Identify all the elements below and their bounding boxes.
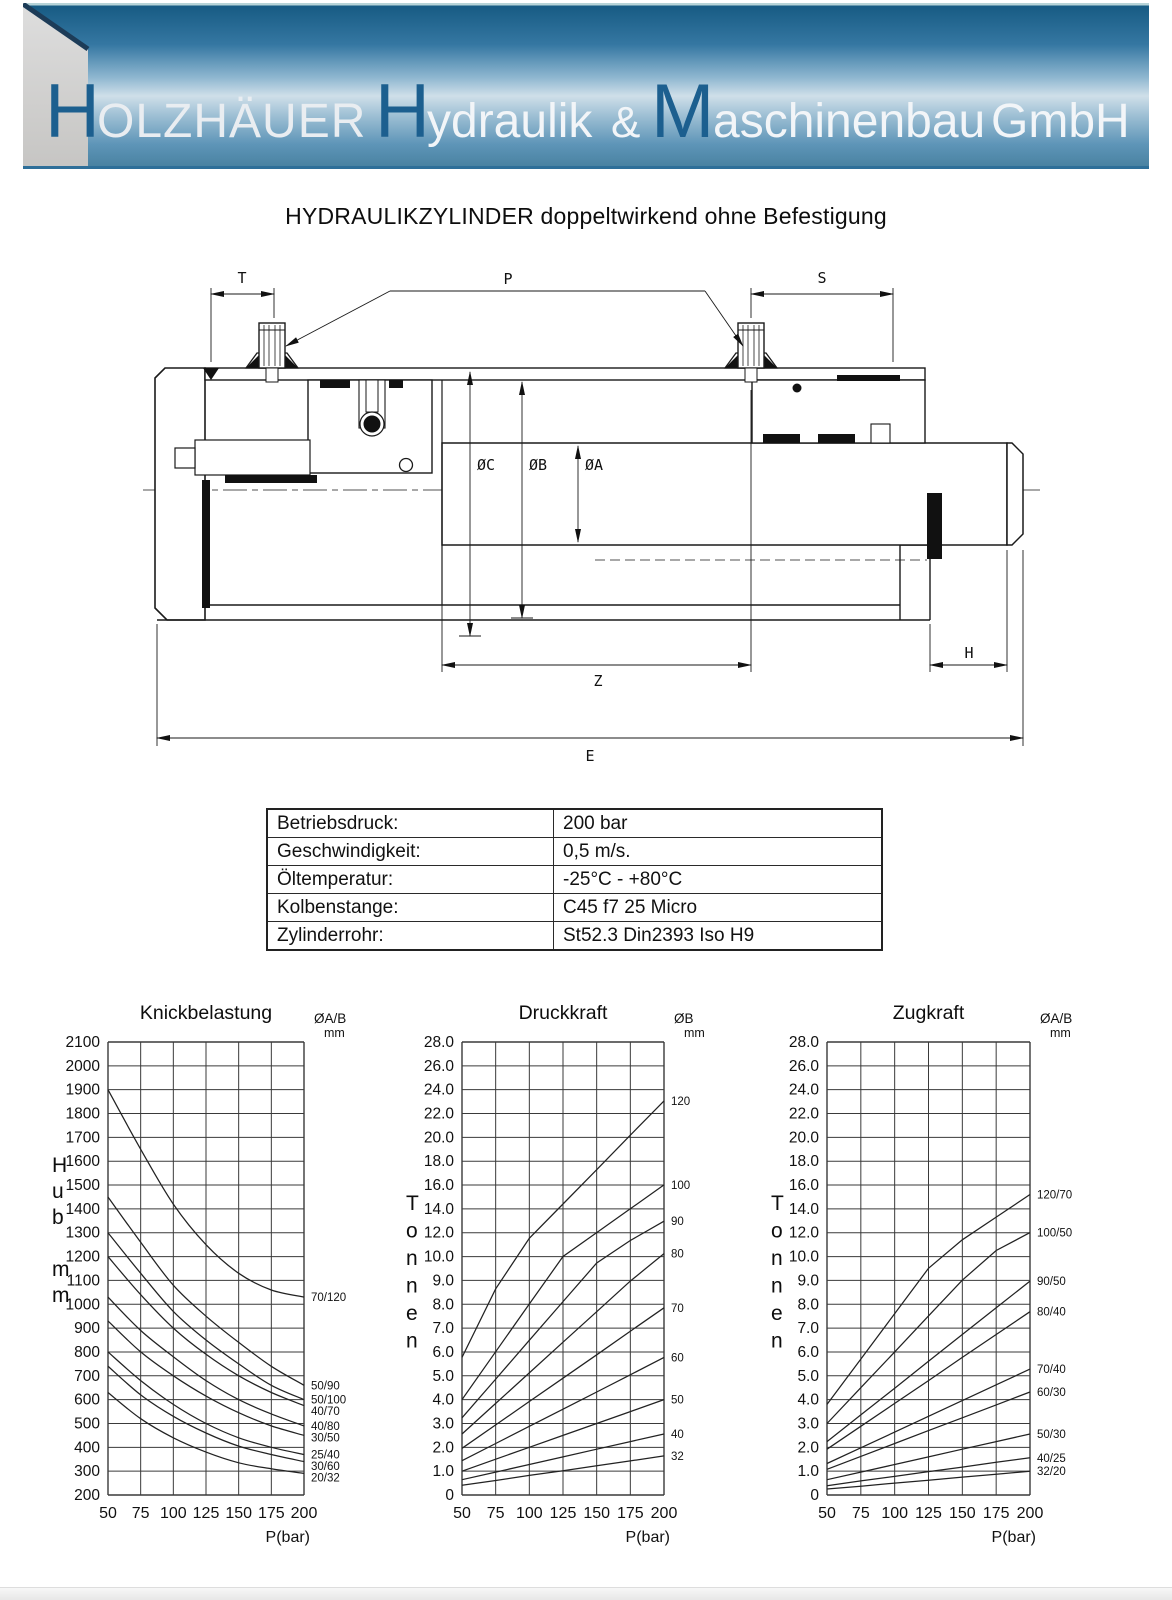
y-tick-label: 24.0	[788, 1081, 819, 1099]
y-tick-label: 20.0	[423, 1129, 454, 1147]
x-axis-label: P(bar)	[265, 1529, 310, 1546]
end-cap	[155, 368, 205, 620]
y-axis-label-char: o	[771, 1219, 783, 1243]
y-axis-label-char: b	[52, 1206, 64, 1229]
y-tick-label: 2.0	[432, 1439, 454, 1457]
y-axis-label-char: e	[406, 1302, 418, 1325]
y-tick-label: 6.0	[432, 1343, 454, 1361]
chart-druckkraft	[392, 995, 772, 1555]
y-tick-label: 16.0	[423, 1177, 454, 1195]
series-label: 90/50	[1037, 1276, 1066, 1289]
spec-label: Geschwindigkeit:	[267, 838, 554, 866]
series-label: 50/90	[311, 1380, 340, 1393]
series-label: 25/40	[311, 1449, 340, 1462]
series-label: 50/100	[311, 1394, 347, 1407]
spec-row	[267, 866, 882, 894]
y-tick-label: 5.0	[432, 1367, 454, 1385]
series-label: 70/40	[1037, 1364, 1066, 1377]
gland-seal-2	[818, 434, 855, 443]
y-tick-label: 7.0	[797, 1320, 819, 1338]
x-tick-label: 200	[650, 1505, 678, 1522]
banner-bottom-edge	[23, 166, 1149, 169]
y-tick-label: 200	[74, 1487, 100, 1504]
y-tick-label: 1700	[65, 1129, 100, 1147]
y-axis-label-char: H	[52, 1154, 68, 1177]
x-tick-label: 75	[851, 1505, 870, 1522]
x-tick-label: 150	[583, 1505, 611, 1522]
x-tick-label: 200	[290, 1505, 318, 1522]
series-label: 60/30	[1037, 1387, 1066, 1400]
y-tick-label: 12.0	[788, 1224, 819, 1242]
x-axis-label: P(bar)	[991, 1529, 1036, 1546]
series-label: 32/20	[1037, 1466, 1066, 1479]
spec-row	[267, 809, 882, 838]
legend-title-unit: mm	[1050, 1026, 1071, 1040]
series-label: 32	[671, 1450, 684, 1463]
series-label: 40/80	[311, 1420, 340, 1433]
logo-initial-3: M	[651, 69, 715, 154]
y-axis-label-char: n	[771, 1247, 783, 1270]
y-tick-label: 8.0	[797, 1296, 819, 1314]
dim-label-e: E	[585, 747, 595, 765]
y-tick-label: 3.0	[797, 1415, 819, 1433]
cylinder-drawing	[140, 258, 1045, 785]
x-tick-label: 150	[948, 1505, 976, 1522]
y-tick-label: 14.0	[423, 1200, 454, 1218]
chart-zugkraft	[757, 995, 1137, 1555]
x-tick-label: 75	[486, 1505, 505, 1522]
gland-dot	[793, 384, 802, 393]
spec-row	[267, 838, 882, 866]
spec-value: St52.3 Din2393 Iso H9	[554, 922, 883, 951]
chart-title: Zugkraft	[892, 1002, 965, 1024]
company-banner	[23, 3, 1149, 169]
y-tick-label: 2100	[65, 1034, 100, 1051]
y-tick-label: 1200	[65, 1248, 100, 1266]
chart-knickbelastung	[38, 995, 418, 1555]
dim-label-z: Z	[593, 672, 603, 690]
y-axis-label-char: T	[771, 1192, 784, 1215]
legend-title-unit: mm	[684, 1026, 705, 1040]
dim-label-t: T	[237, 269, 247, 287]
y-tick-label: 600	[74, 1391, 100, 1409]
y-tick-label: 12.0	[423, 1224, 454, 1242]
y-axis-label-char: m	[52, 1258, 70, 1281]
series-label: 90	[671, 1216, 684, 1229]
legend-title: ØA/B	[1040, 1011, 1073, 1026]
series-label: 30/60	[311, 1460, 340, 1473]
y-axis-label-char: e	[771, 1302, 783, 1325]
y-tick-label: 2000	[65, 1057, 100, 1075]
spec-label: Zylinderrohr:	[267, 922, 554, 951]
series-label: 40	[671, 1428, 684, 1441]
company-banner-graphic	[23, 3, 1149, 169]
piston-seal-2	[389, 380, 403, 388]
y-tick-label: 1800	[65, 1105, 100, 1123]
cap-seal-bar	[202, 480, 210, 608]
y-axis-label-char: u	[52, 1180, 64, 1203]
y-tick-label: 7.0	[432, 1320, 454, 1338]
seal-strip	[225, 475, 317, 483]
y-tick-label: 1300	[65, 1224, 100, 1242]
piston-seal-1	[320, 380, 350, 388]
series-label: 100/50	[1037, 1227, 1073, 1240]
x-tick-label: 50	[99, 1505, 117, 1522]
y-tick-label: 22.0	[423, 1105, 454, 1123]
y-tick-label: 18.0	[423, 1153, 454, 1171]
barrel-flange	[205, 368, 925, 380]
x-tick-label: 125	[915, 1505, 942, 1522]
series-label: 40/70	[311, 1406, 340, 1419]
y-tick-label: 28.0	[788, 1034, 819, 1051]
spec-label: Kolbenstange:	[267, 894, 554, 922]
y-tick-label: 18.0	[788, 1153, 819, 1171]
y-tick-label: 9.0	[432, 1272, 454, 1290]
y-tick-label: 2.0	[797, 1439, 819, 1457]
x-tick-label: 150	[225, 1505, 253, 1522]
y-tick-label: 9.0	[797, 1272, 819, 1290]
legend-title: ØB	[674, 1011, 694, 1026]
dim-label-s: S	[817, 269, 827, 287]
x-tick-label: 175	[257, 1505, 285, 1522]
y-tick-label: 5.0	[797, 1367, 819, 1385]
dim-label-db: ØB	[529, 456, 548, 474]
piston-slot-inner	[366, 380, 378, 412]
dim-label-da: ØA	[585, 456, 604, 474]
y-tick-label: 8.0	[432, 1296, 454, 1314]
y-axis-label-char: T	[406, 1192, 419, 1215]
spec-row	[267, 922, 882, 951]
spec-row	[267, 894, 882, 922]
y-axis-label-char: n	[406, 1247, 418, 1270]
logo-suffix: GmbH	[991, 95, 1130, 148]
y-tick-label: 800	[74, 1343, 100, 1361]
y-tick-label: 22.0	[788, 1105, 819, 1123]
spec-value: 200 bar	[554, 809, 883, 838]
y-tick-label: 20.0	[788, 1129, 819, 1147]
spec-table	[266, 808, 883, 951]
series-label: 120/70	[1037, 1189, 1073, 1202]
series-label: 70/120	[311, 1292, 347, 1305]
spec-value: -25°C - +80°C	[554, 866, 883, 894]
y-tick-label: 300	[74, 1463, 100, 1481]
y-tick-label: 1.0	[797, 1463, 819, 1481]
gland-notch	[871, 424, 890, 443]
y-tick-label: 900	[74, 1320, 100, 1338]
y-tick-label: 24.0	[423, 1081, 454, 1099]
logo-ampersand: &	[611, 98, 641, 147]
series-label: 30/50	[311, 1432, 340, 1445]
x-tick-label: 175	[616, 1505, 644, 1522]
y-tick-label: 4.0	[797, 1391, 819, 1409]
y-axis-label-char: m	[52, 1284, 70, 1307]
x-tick-label: 50	[453, 1505, 471, 1522]
page-bottom-edge	[0, 1587, 1172, 1600]
y-tick-label: 0	[810, 1487, 819, 1504]
logo-initial-2: H	[375, 69, 430, 154]
y-tick-label: 1100	[66, 1272, 100, 1290]
x-tick-label: 100	[159, 1505, 187, 1522]
y-tick-label: 10.0	[423, 1248, 454, 1266]
y-tick-label: 1400	[65, 1200, 100, 1218]
series-label: 80/40	[1037, 1306, 1066, 1319]
rod-end	[1007, 443, 1023, 545]
banner-top-edge	[23, 3, 1149, 6]
dim-label-h: H	[964, 644, 974, 662]
legend-title-unit: mm	[324, 1026, 345, 1040]
x-axis-label: P(bar)	[625, 1529, 670, 1546]
series-label: 50/30	[1037, 1428, 1066, 1441]
y-tick-label: 400	[74, 1439, 100, 1457]
series-label: 100	[671, 1179, 691, 1192]
y-tick-label: 700	[74, 1367, 100, 1385]
logo-word-3: aschinenbau	[713, 95, 986, 148]
gland-top-seal	[837, 375, 900, 381]
spec-label: Öltemperatur:	[267, 866, 554, 894]
series-label: 50	[671, 1394, 684, 1407]
gland-seal-1	[763, 434, 800, 443]
series-label: 20/32	[311, 1472, 340, 1485]
chart-title: Knickbelastung	[139, 1002, 273, 1024]
y-tick-label: 14.0	[788, 1200, 819, 1218]
dim-label-p: P	[503, 270, 513, 288]
wiper-seal	[927, 493, 942, 559]
y-axis-label-char: n	[771, 1274, 783, 1298]
page-title: HYDRAULIKZYLINDER doppeltwirkend ohne Befestigung	[285, 203, 887, 229]
dim-label-dc: ØC	[477, 456, 496, 474]
x-tick-label: 50	[818, 1505, 836, 1522]
y-tick-label: 1900	[65, 1081, 100, 1099]
x-tick-label: 125	[192, 1505, 220, 1522]
logo-initial-1: H	[45, 69, 100, 154]
logo-word-2: ydraulik	[427, 95, 593, 148]
x-tick-label: 125	[549, 1505, 577, 1522]
y-axis-label-char: n	[406, 1274, 418, 1298]
series-label: 60	[671, 1352, 684, 1365]
y-axis-label-char: n	[406, 1329, 418, 1353]
y-tick-label: 10.0	[788, 1248, 819, 1266]
y-tick-label: 500	[74, 1415, 100, 1433]
ball	[364, 416, 381, 433]
y-tick-label: 4.0	[432, 1391, 454, 1409]
spec-value: C45 f7 25 Micro	[554, 894, 883, 922]
series-label: 40/25	[1037, 1452, 1066, 1465]
gland-block	[752, 380, 925, 443]
y-tick-label: 3.0	[432, 1415, 454, 1433]
o-ring	[400, 459, 413, 472]
y-tick-label: 28.0	[423, 1034, 454, 1051]
x-tick-label: 100	[881, 1505, 909, 1522]
logo-word-1: OLZHÄUER	[97, 95, 367, 148]
chart-title: Druckkraft	[518, 1002, 608, 1024]
y-tick-label: 26.0	[423, 1057, 454, 1075]
y-tick-label: 1600	[65, 1153, 100, 1171]
piston-rod	[442, 443, 1007, 545]
spec-value: 0,5 m/s.	[554, 838, 883, 866]
x-tick-label: 75	[131, 1505, 150, 1522]
rod-step-2	[175, 448, 195, 468]
x-tick-label: 100	[515, 1505, 543, 1522]
y-tick-label: 1.0	[432, 1463, 454, 1481]
y-tick-label: 26.0	[788, 1057, 819, 1075]
y-tick-label: 16.0	[788, 1177, 819, 1195]
series-label: 120	[671, 1095, 691, 1108]
legend-title: ØA/B	[314, 1011, 347, 1026]
spec-label: Betriebsdruck:	[267, 809, 554, 838]
series-label: 70	[671, 1302, 684, 1315]
y-axis-label-char: n	[771, 1329, 783, 1353]
rod-step-1	[195, 440, 310, 475]
y-tick-label: 0	[445, 1487, 454, 1504]
y-axis-label-char: o	[406, 1219, 418, 1243]
x-tick-label: 175	[982, 1505, 1010, 1522]
y-tick-label: 1500	[65, 1177, 100, 1195]
x-tick-label: 200	[1016, 1505, 1044, 1522]
y-tick-label: 6.0	[797, 1343, 819, 1361]
specs-body	[267, 809, 882, 950]
y-tick-label: 1000	[65, 1296, 100, 1314]
series-label: 80	[671, 1248, 684, 1261]
